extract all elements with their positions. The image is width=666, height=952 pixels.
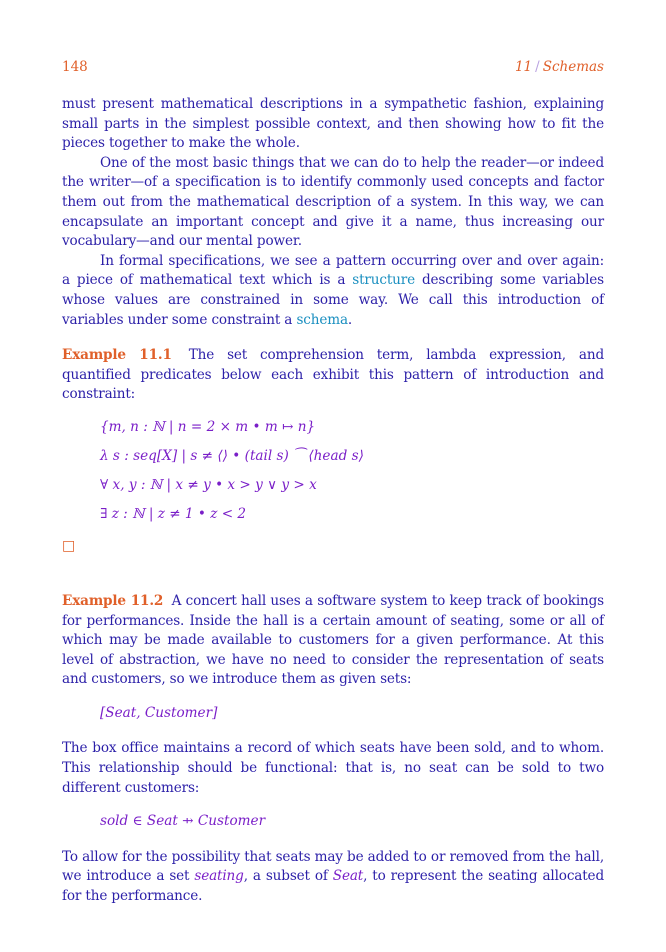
example-11-2-text-2: The box office maintains a record of which seats have been sold, and to whom. This relationship should be functional: that is, no seat can be sold to two different customers: xyxy=(62,740,604,796)
example-11-2-text: A concert hall uses a software system to keep track of bookings for performances. Inside the hall is a certain amount of seating, some or all of which may be made available to customers for a given performance. At this level of abstraction, we have no need to consider the representation of seats and customers, so we introduce them as given sets: xyxy=(62,592,605,688)
end-of-example-mark: □ xyxy=(62,537,76,554)
math-set-comprehension: {m, n : ℕ | n = 2 × m • m ↦ n} xyxy=(100,418,316,435)
text-3-a: To allow for the possibility that seats may be added to or removed from the hall, we introduce a set xyxy=(62,848,604,885)
math-existential-quantifier: ∃ z : ℕ | z ≠ 1 • z < 2 xyxy=(100,505,247,522)
example-11-1-label: Example 11.1 xyxy=(62,347,172,364)
paragraph-3-text-a: In formal specifications, we see a pattern occurring over and over again: a piece of mathematical text which is a xyxy=(62,252,604,289)
text-3-b: , a subset of xyxy=(243,868,328,885)
page-content xyxy=(62,95,604,907)
var-seating: seating xyxy=(194,868,244,885)
text-3-c: , to represent the seating allocated for the performance. xyxy=(62,868,605,905)
page-header xyxy=(62,59,604,77)
math-lambda-expression: λ s : seq[X] | s ≠ ⟨⟩ • (tail s) ⁀ ⟨head s⟩ xyxy=(100,447,364,464)
sold-declaration: sold ∈ Seat ⇸ Customer xyxy=(100,813,266,830)
paragraph-2: One of the most basic things that we can do to help the reader—or indeed the writer—of a specification is to identify commonly used concepts and factor them out from the mathematical description of a system. In this way, we can encapsulate an important concept and give it a name, thus increasing our vocabulary—and our mental power. xyxy=(62,154,604,250)
header-separator: / xyxy=(535,59,540,75)
chapter-title: Schemas xyxy=(542,59,604,75)
page-number: 148 xyxy=(62,59,88,75)
given-sets-declaration: [Seat, Customer] xyxy=(100,704,218,721)
example-11-2-text-3 xyxy=(62,848,604,907)
book-page xyxy=(62,0,604,952)
example-11-1-math xyxy=(62,413,604,529)
paragraph-3-text-b: describing some variables whose values are constrained in some way. We call this introduction of variables under some constraint a xyxy=(62,272,605,328)
example-11-2 xyxy=(62,592,604,690)
term-schema: schema xyxy=(296,311,348,328)
example-11-1 xyxy=(62,346,604,405)
var-seat: Seat xyxy=(332,868,364,885)
paragraph-3-text-c: . xyxy=(347,311,353,328)
chapter-number: 11 xyxy=(514,59,533,75)
paragraph-3 xyxy=(62,252,604,330)
term-structure: structure xyxy=(352,272,415,289)
math-universal-quantifier: ∀ x, y : ℕ | x ≠ y • x > y ∨ y > x xyxy=(100,476,317,493)
paragraph-1: must present mathematical descriptions in a sympathetic fashion, explaining small parts in the simplest possible context, and then showing how to fit the pieces together to make the whole. xyxy=(62,96,604,152)
running-head xyxy=(515,59,604,75)
example-11-2-label: Example 11.2 xyxy=(62,592,164,609)
example-11-1-text: The set comprehension term, lambda expression, and quantified predicates below each exhibit this pattern of introduction and constraint: xyxy=(62,347,604,403)
